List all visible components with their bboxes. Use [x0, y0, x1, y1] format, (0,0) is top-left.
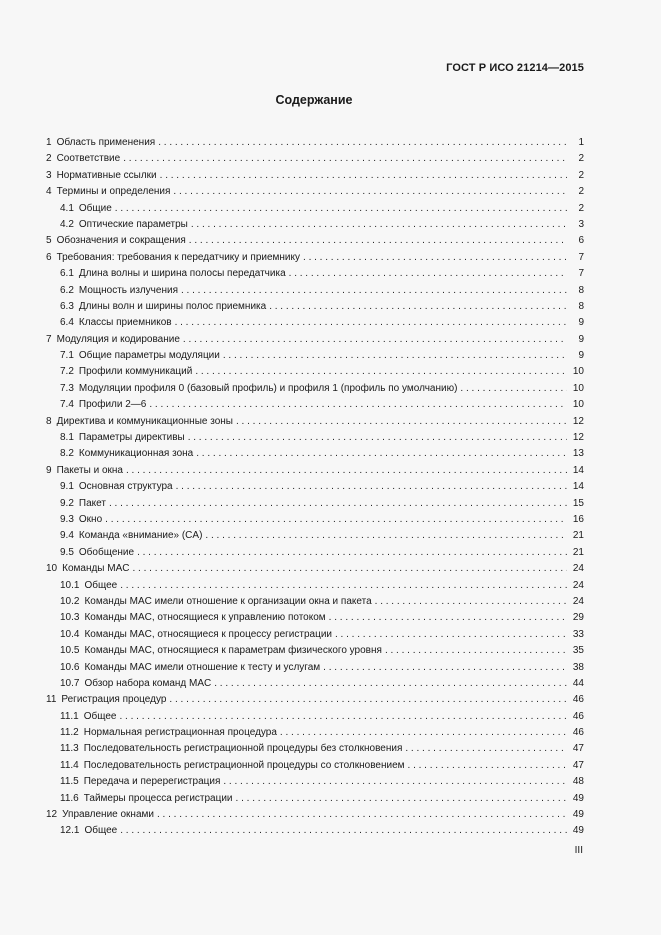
dot-leader — [329, 610, 567, 626]
toc-label: Общие — [78, 202, 112, 214]
table-of-contents — [46, 135, 584, 840]
toc-page-number: 48 — [572, 776, 584, 788]
toc-number: 1 — [46, 137, 52, 148]
toc-subsection[interactable] — [46, 578, 584, 594]
toc-subsection[interactable] — [46, 217, 584, 233]
toc-number: 11.2 — [60, 727, 79, 739]
toc-page-number: 49 — [572, 792, 584, 804]
toc-label: Нормальная регистрационная процедура — [83, 727, 277, 739]
toc-page-number: 24 — [572, 595, 584, 607]
toc-page-number: 13 — [572, 448, 584, 460]
toc-section[interactable] — [46, 807, 584, 823]
toc-page-number: 1 — [578, 137, 584, 148]
toc-number: 8.2 — [60, 448, 74, 460]
toc-page-number: 8 — [578, 284, 584, 296]
toc-label: Оптические параметры — [78, 218, 188, 230]
toc-number: 10.2 — [60, 595, 80, 607]
toc-page-number: 44 — [572, 677, 584, 689]
toc-number: 3 — [46, 169, 52, 181]
toc-subsection[interactable] — [46, 660, 584, 676]
dot-leader — [375, 594, 567, 610]
toc-page-number: 9 — [578, 350, 584, 362]
toc-subsection[interactable] — [46, 627, 584, 643]
dot-leader — [120, 823, 567, 839]
toc-page-number: 46 — [572, 694, 584, 706]
toc-page-number: 16 — [572, 513, 584, 525]
toc-page-number: 47 — [572, 743, 584, 755]
toc-number: 5 — [46, 235, 52, 247]
toc-subsection[interactable] — [46, 479, 584, 495]
toc-label: Последовательность регистрационной процедуры со столкновением — [83, 759, 405, 771]
toc-subsection[interactable] — [46, 725, 584, 741]
toc-page-number: 6 — [578, 235, 584, 247]
toc-subsection[interactable] — [46, 364, 584, 380]
toc-page-number: 49 — [572, 809, 584, 821]
toc-number: 9.2 — [60, 497, 74, 509]
toc-number: 2 — [46, 153, 52, 165]
dot-leader — [196, 446, 567, 462]
dot-leader — [236, 414, 567, 430]
toc-label: Пакеты и окна — [56, 464, 123, 476]
toc-number: 10.7 — [60, 677, 80, 689]
dot-leader — [109, 496, 567, 512]
toc-subsection[interactable] — [46, 430, 584, 446]
toc-label: Регистрация процедур — [61, 694, 167, 706]
toc-page-number: 7 — [578, 268, 584, 280]
toc-number: 7 — [46, 333, 52, 345]
toc-subsection[interactable] — [46, 315, 584, 331]
dot-leader — [158, 135, 567, 151]
toc-number: 6 — [46, 251, 52, 263]
toc-page-number: 2 — [578, 169, 584, 181]
toc-label: Общее — [84, 825, 118, 837]
toc-label: Последовательность регистрационной процедуры без столкновения — [83, 743, 403, 755]
dot-leader — [289, 266, 567, 282]
toc-label: Модуляции профиля 0 (базовый профиль) и профиля 1 (профиль по умолчанию) — [78, 382, 458, 394]
toc-label: Требования: требования к передатчику и приемнику — [56, 251, 301, 263]
dot-leader — [133, 561, 568, 577]
toc-section[interactable] — [46, 135, 584, 151]
dot-leader — [183, 332, 567, 348]
toc-number: 4.2 — [60, 218, 74, 230]
toc-subsection[interactable] — [46, 299, 584, 315]
toc-label: Директива и коммуникационные зоны — [56, 415, 233, 427]
toc-number: 10.1 — [60, 579, 80, 591]
toc-subsection[interactable] — [46, 545, 584, 561]
toc-page-number: 33 — [572, 628, 584, 640]
dot-leader — [405, 741, 567, 757]
toc-label: Термины и определения — [56, 186, 171, 198]
toc-label: Пакет — [78, 497, 106, 509]
dot-leader — [189, 233, 567, 249]
dot-leader — [175, 315, 567, 331]
toc-label: Основная структура — [78, 481, 173, 493]
toc-label: Профили 2—6 — [78, 399, 147, 411]
toc-subsection[interactable] — [46, 446, 584, 462]
dot-leader — [191, 217, 567, 233]
toc-number: 11.6 — [60, 792, 79, 804]
toc-section[interactable] — [46, 151, 584, 167]
toc-subsection[interactable] — [46, 496, 584, 512]
toc-number: 11 — [46, 694, 57, 706]
toc-page-number: 9 — [578, 317, 584, 329]
toc-subsection[interactable] — [46, 201, 584, 217]
toc-subsection[interactable] — [46, 283, 584, 299]
toc-section[interactable] — [46, 332, 584, 348]
toc-label: Общее — [83, 710, 117, 722]
toc-page-number: 9 — [578, 333, 584, 345]
toc-page-number: 46 — [572, 710, 584, 722]
toc-number: 12.1 — [60, 825, 80, 837]
dot-leader — [115, 201, 567, 217]
toc-label: Общие параметры модуляции — [78, 350, 220, 362]
toc-number: 9.3 — [60, 513, 74, 525]
toc-number: 7.3 — [60, 382, 74, 394]
toc-number: 10.6 — [60, 661, 80, 673]
toc-number: 6.1 — [60, 268, 74, 280]
toc-label: Команды MAC имели отношение к организации окна и пакета — [84, 595, 372, 607]
toc-page-number: 2 — [578, 186, 584, 198]
toc-label: Команды MAC — [62, 563, 130, 575]
toc-number: 9 — [46, 464, 52, 476]
toc-number: 7.1 — [60, 350, 74, 362]
toc-subsection[interactable] — [46, 266, 584, 282]
toc-number: 9.4 — [60, 530, 74, 542]
dot-leader — [126, 463, 567, 479]
dot-leader — [176, 479, 567, 495]
toc-label: Нормативные ссылки — [56, 169, 157, 181]
dot-leader — [223, 348, 567, 364]
dot-leader — [335, 627, 567, 643]
dot-leader — [236, 791, 567, 807]
dot-leader — [157, 807, 567, 823]
toc-page-number: 29 — [572, 612, 584, 624]
toc-page-number: 12 — [572, 415, 584, 427]
toc-subsection[interactable] — [46, 791, 584, 807]
toc-page-number: 47 — [572, 759, 584, 771]
toc-page-number: 24 — [572, 563, 584, 575]
toc-number: 6.4 — [60, 317, 74, 329]
dot-leader — [149, 397, 567, 413]
toc-label: Мощность излучения — [78, 284, 178, 296]
toc-subsection[interactable] — [46, 709, 584, 725]
toc-number: 12 — [46, 809, 58, 821]
dot-leader — [303, 250, 567, 266]
toc-label: Модуляция и кодирование — [56, 333, 180, 345]
dot-leader — [119, 709, 567, 725]
toc-label: Команда «внимание» (CA) — [78, 530, 203, 542]
toc-number: 10.3 — [60, 612, 80, 624]
toc-page-number: 14 — [572, 464, 584, 476]
toc-number: 11.3 — [60, 743, 79, 755]
dot-leader — [105, 512, 567, 528]
toc-page-number: 10 — [572, 382, 584, 394]
toc-label: Длины волн и ширины полос приемника — [78, 300, 267, 312]
toc-label: Команды MAC, относящиеся к управлению потоком — [84, 612, 326, 624]
toc-section[interactable] — [46, 692, 584, 708]
toc-subsection[interactable] — [46, 348, 584, 364]
toc-page-number: 21 — [572, 546, 584, 558]
dot-leader — [460, 381, 567, 397]
toc-number: 7.2 — [60, 366, 74, 378]
toc-label: Передача и перерегистрация — [83, 776, 221, 788]
dot-leader — [214, 676, 567, 692]
toc-section[interactable] — [46, 414, 584, 430]
toc-subsection[interactable] — [46, 610, 584, 626]
page-number: III — [574, 845, 583, 856]
toc-label: Окно — [78, 513, 103, 525]
dot-leader — [269, 299, 567, 315]
dot-leader — [173, 184, 567, 200]
toc-section[interactable] — [46, 463, 584, 479]
toc-label: Обозначения и сокращения — [56, 235, 186, 247]
dot-leader — [223, 774, 567, 790]
toc-number: 10.5 — [60, 645, 80, 657]
toc-subsection[interactable] — [46, 594, 584, 610]
toc-number: 11.1 — [60, 710, 79, 722]
dot-leader — [123, 151, 567, 167]
toc-page-number: 46 — [572, 727, 584, 739]
toc-page-number: 10 — [572, 366, 584, 378]
toc-label: Параметры директивы — [78, 432, 185, 444]
toc-section[interactable] — [46, 561, 584, 577]
toc-page-number: 15 — [572, 497, 584, 509]
toc-subsection[interactable] — [46, 774, 584, 790]
toc-number: 4.1 — [60, 202, 74, 214]
toc-label: Коммуникационная зона — [78, 448, 194, 460]
toc-page-number: 2 — [578, 202, 584, 214]
toc-page-number: 12 — [572, 432, 584, 444]
dot-leader — [280, 725, 567, 741]
dot-leader — [181, 283, 567, 299]
toc-subsection[interactable] — [46, 528, 584, 544]
toc-page-number: 14 — [572, 481, 584, 493]
toc-page-number: 35 — [572, 645, 584, 657]
toc-number: 10 — [46, 563, 58, 575]
dot-leader — [323, 660, 567, 676]
toc-number: 6.3 — [60, 300, 74, 312]
toc-label: Обзор набора команд MAC — [84, 677, 212, 689]
toc-number: 8 — [46, 415, 52, 427]
dot-leader — [205, 528, 567, 544]
toc-number: 4 — [46, 186, 52, 198]
dot-leader — [169, 692, 567, 708]
toc-subsection[interactable] — [46, 676, 584, 692]
toc-label: Соответствие — [56, 153, 121, 165]
dot-leader — [195, 364, 567, 380]
toc-label: Область применения — [56, 137, 156, 148]
toc-subsection[interactable] — [46, 643, 584, 659]
page-title: Содержание — [275, 93, 353, 107]
toc-label: Команды MAC имели отношение к тесту и услугам — [84, 661, 321, 673]
toc-label: Общее — [84, 579, 118, 591]
toc-page-number: 7 — [578, 251, 584, 263]
toc-subsection[interactable] — [46, 512, 584, 528]
toc-page-number: 3 — [578, 218, 584, 230]
dot-leader — [160, 168, 567, 184]
toc-number: 10.4 — [60, 628, 80, 640]
dot-leader — [385, 643, 567, 659]
toc-number: 9.1 — [60, 481, 74, 493]
toc-page-number: 49 — [572, 825, 584, 837]
toc-subsection[interactable] — [46, 381, 584, 397]
toc-section[interactable] — [46, 168, 584, 184]
toc-number: 11.4 — [60, 759, 79, 771]
toc-label: Профили коммуникаций — [78, 366, 193, 378]
standard-designation: ГОСТ Р ИСО 21214—2015 — [446, 62, 584, 74]
toc-section[interactable] — [46, 233, 584, 249]
toc-number: 8.1 — [60, 432, 74, 444]
toc-subsection[interactable] — [46, 741, 584, 757]
toc-number: 7.4 — [60, 399, 74, 411]
toc-number: 9.5 — [60, 546, 74, 558]
dot-leader — [408, 758, 567, 774]
toc-section[interactable] — [46, 184, 584, 200]
toc-label: Команды MAC, относящиеся к процессу регистрации — [84, 628, 332, 640]
toc-page-number: 2 — [578, 153, 584, 165]
toc-page-number: 21 — [572, 530, 584, 542]
dot-leader — [137, 545, 567, 561]
toc-page-number: 8 — [578, 300, 584, 312]
toc-section[interactable] — [46, 250, 584, 266]
toc-page-number: 38 — [572, 661, 584, 673]
toc-page-number: 10 — [572, 399, 584, 411]
toc-subsection[interactable] — [46, 397, 584, 413]
toc-label: Длина волны и ширина полосы передатчика — [78, 268, 286, 280]
toc-label: Команды MAC, относящиеся к параметрам физического уровня — [84, 645, 382, 657]
dot-leader — [120, 578, 567, 594]
toc-page-number: 24 — [572, 579, 584, 591]
toc-label: Классы приемников — [78, 317, 172, 329]
toc-subsection[interactable] — [46, 758, 584, 774]
toc-label: Таймеры процесса регистрации — [83, 792, 233, 804]
toc-number: 11.5 — [60, 776, 79, 788]
dot-leader — [188, 430, 567, 446]
toc-label: Обобщение — [78, 546, 135, 558]
toc-subsection[interactable] — [46, 823, 584, 839]
toc-number: 6.2 — [60, 284, 74, 296]
toc-label: Управление окнами — [62, 809, 154, 821]
